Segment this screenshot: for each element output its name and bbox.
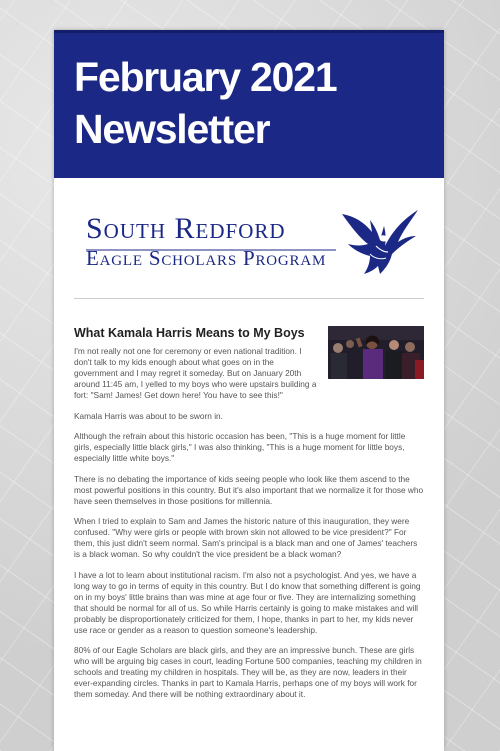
program-logo <box>54 178 444 296</box>
article-paragraph: 80% of our Eagle Scholars are black girls, and they are an impressive bunch. These are girls who will be arguing big cases in court, leading Fortune 500 companies, teaching my children in schools and treating my children in hospitals. They will be, as they are now, leaders in their ever-expanding circles. Thanks in part to Kamala Harris, perhaps one of my boys will work for them someday. And there will be nothing extraordinary about it. <box>74 645 422 699</box>
newsletter-header <box>54 30 444 178</box>
title-line-1: February 2021 <box>74 54 337 100</box>
logo-line-2: Eagle Scholars Program <box>86 246 327 270</box>
title-line-2: Newsletter <box>74 106 270 152</box>
inauguration-photo <box>328 326 424 379</box>
article-paragraph: I have a lot to learn about institutional racism. I'm also not a psychologist. And yes, we have a long way to go in terms of equity in this country. But I do know that something different is going on in my boys' little brains than was mine at age four or five. They are internalizing something that should be normal for all of us. So while Harris certainly is going to make mistakes and will probably be disproportionately criticized for them, I hope, thanks in part to her, my kids never use race or gender as a reason to question someone's leadership. <box>74 569 421 635</box>
article-paragraph: Kamala Harris was about to be sworn in. <box>74 410 223 421</box>
logo-text <box>86 214 326 269</box>
article-paragraph: There is no debating the importance of kids seeing people who look like them ascend to the most powerful positions in this country. But it's also important that we normalize it for those who have seen themselves in those positions for millennia. <box>74 473 424 506</box>
newsletter-title <box>74 51 424 155</box>
logo-line-1: South Redford <box>86 212 286 245</box>
article-paragraph: Although the refrain about this historic occasion has been, "This is a huge moment for little girls, especially little black girls," I was also thinking, "This is a huge moment for little boys, especially little white boys." <box>74 431 406 463</box>
eagle-icon <box>340 206 420 276</box>
article-paragraph: I'm not really not one for ceremony or even national tradition. I don't talk to my kids enough about what goes on in the government and I may regret it someday. But on January 20th around 11:45 am, I yelled to my boys who were upstairs building a fort: "Sam! James! Get down here! You have to see this!" <box>74 346 317 400</box>
newsletter-card <box>54 30 444 751</box>
article <box>54 299 444 700</box>
article-title: What Kamala Harris Means to My Boys <box>74 326 305 340</box>
article-paragraph: When I tried to explain to Sam and James the historic nature of this inauguration, they were confused. "Why were girls or people with brown skin not allowed to be vice president?" For them, this just didn't seem normal. Sam's principal is a black man and one of James' teachers is a black woman. So why couldn't the vice president be a black woman? <box>74 516 418 559</box>
